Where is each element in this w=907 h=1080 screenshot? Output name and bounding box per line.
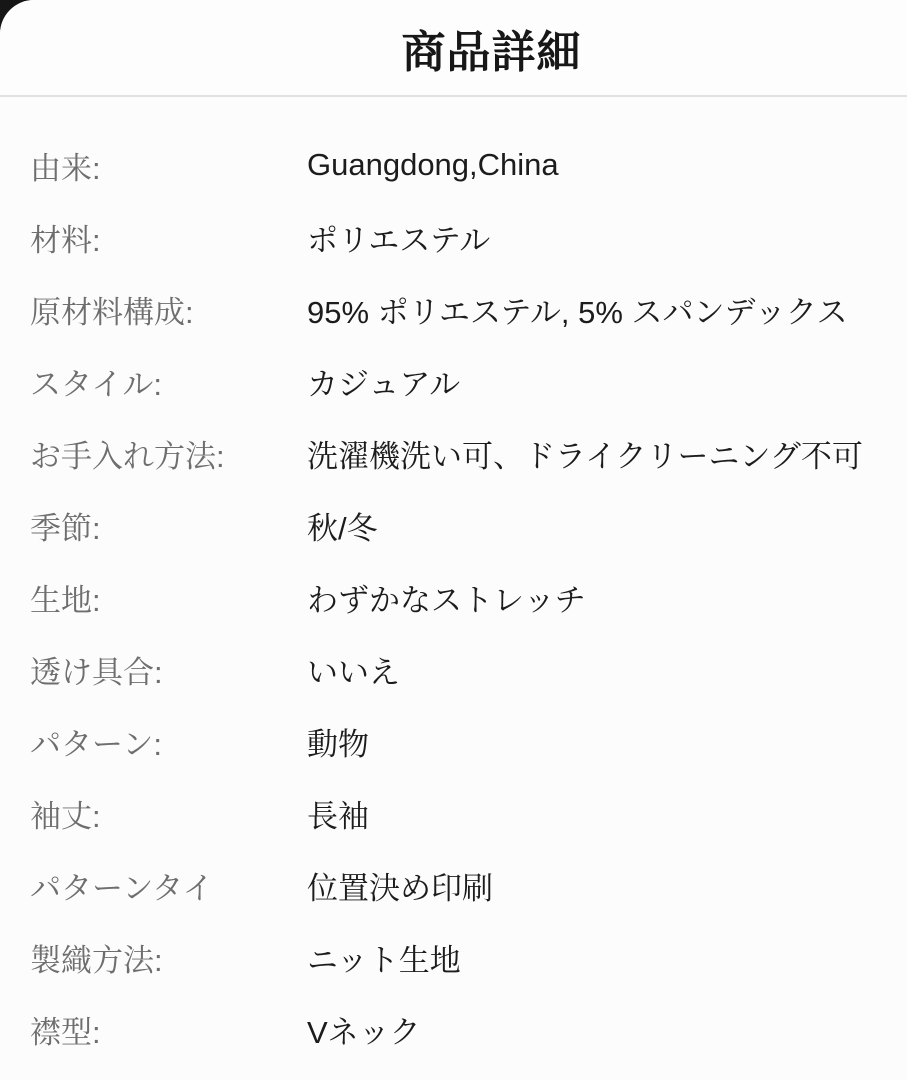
detail-value: 洗濯機洗い可、ドライクリーニング不可 — [307, 438, 863, 474]
detail-row — [30, 921, 891, 993]
detail-value: 動物 — [307, 726, 369, 762]
detail-value: カジュアル — [307, 366, 461, 402]
detail-value: ニット生地 — [307, 942, 461, 978]
detail-row — [30, 777, 891, 849]
detail-label: 生地: — [30, 582, 101, 618]
details-list[interactable] — [0, 97, 907, 1065]
detail-label: 襟型: — [30, 1014, 101, 1050]
detail-value: Guangdong,China — [307, 147, 559, 182]
detail-value: Vネック — [307, 1014, 421, 1050]
detail-row — [30, 129, 891, 201]
detail-label: 原材料構成: — [30, 294, 194, 330]
detail-row — [30, 849, 891, 921]
detail-label: 袖丈: — [30, 798, 101, 834]
detail-value: 秋/冬 — [307, 510, 378, 546]
detail-label: 季節: — [30, 510, 101, 546]
detail-row — [30, 705, 891, 777]
detail-row — [30, 633, 891, 705]
detail-value: いいえ — [307, 654, 400, 690]
detail-row — [30, 561, 891, 633]
detail-row — [30, 273, 891, 345]
detail-row — [30, 489, 891, 561]
detail-row — [30, 417, 891, 489]
detail-value: 位置決め印刷 — [307, 870, 493, 906]
detail-label: パターンタイ — [30, 870, 214, 906]
detail-label: 材料: — [30, 222, 101, 258]
sheet-header — [0, 0, 907, 97]
detail-value: 95% ポリエステル, 5% スパンデックス — [307, 294, 848, 330]
detail-value: ポリエステル — [307, 222, 491, 258]
detail-label: お手入れ方法: — [30, 438, 225, 474]
detail-row — [30, 993, 891, 1065]
detail-label: 製織方法: — [30, 942, 163, 978]
detail-label: パターン: — [30, 726, 162, 762]
detail-label: 由来: — [30, 150, 101, 186]
page-title: 商品詳細 — [401, 27, 582, 77]
detail-label: 透け具合: — [30, 654, 163, 690]
detail-label: スタイル: — [30, 366, 162, 402]
detail-value: 長袖 — [307, 798, 369, 834]
detail-row — [30, 201, 891, 273]
detail-row — [30, 345, 891, 417]
detail-value: わずかなストレッチ — [307, 582, 586, 618]
